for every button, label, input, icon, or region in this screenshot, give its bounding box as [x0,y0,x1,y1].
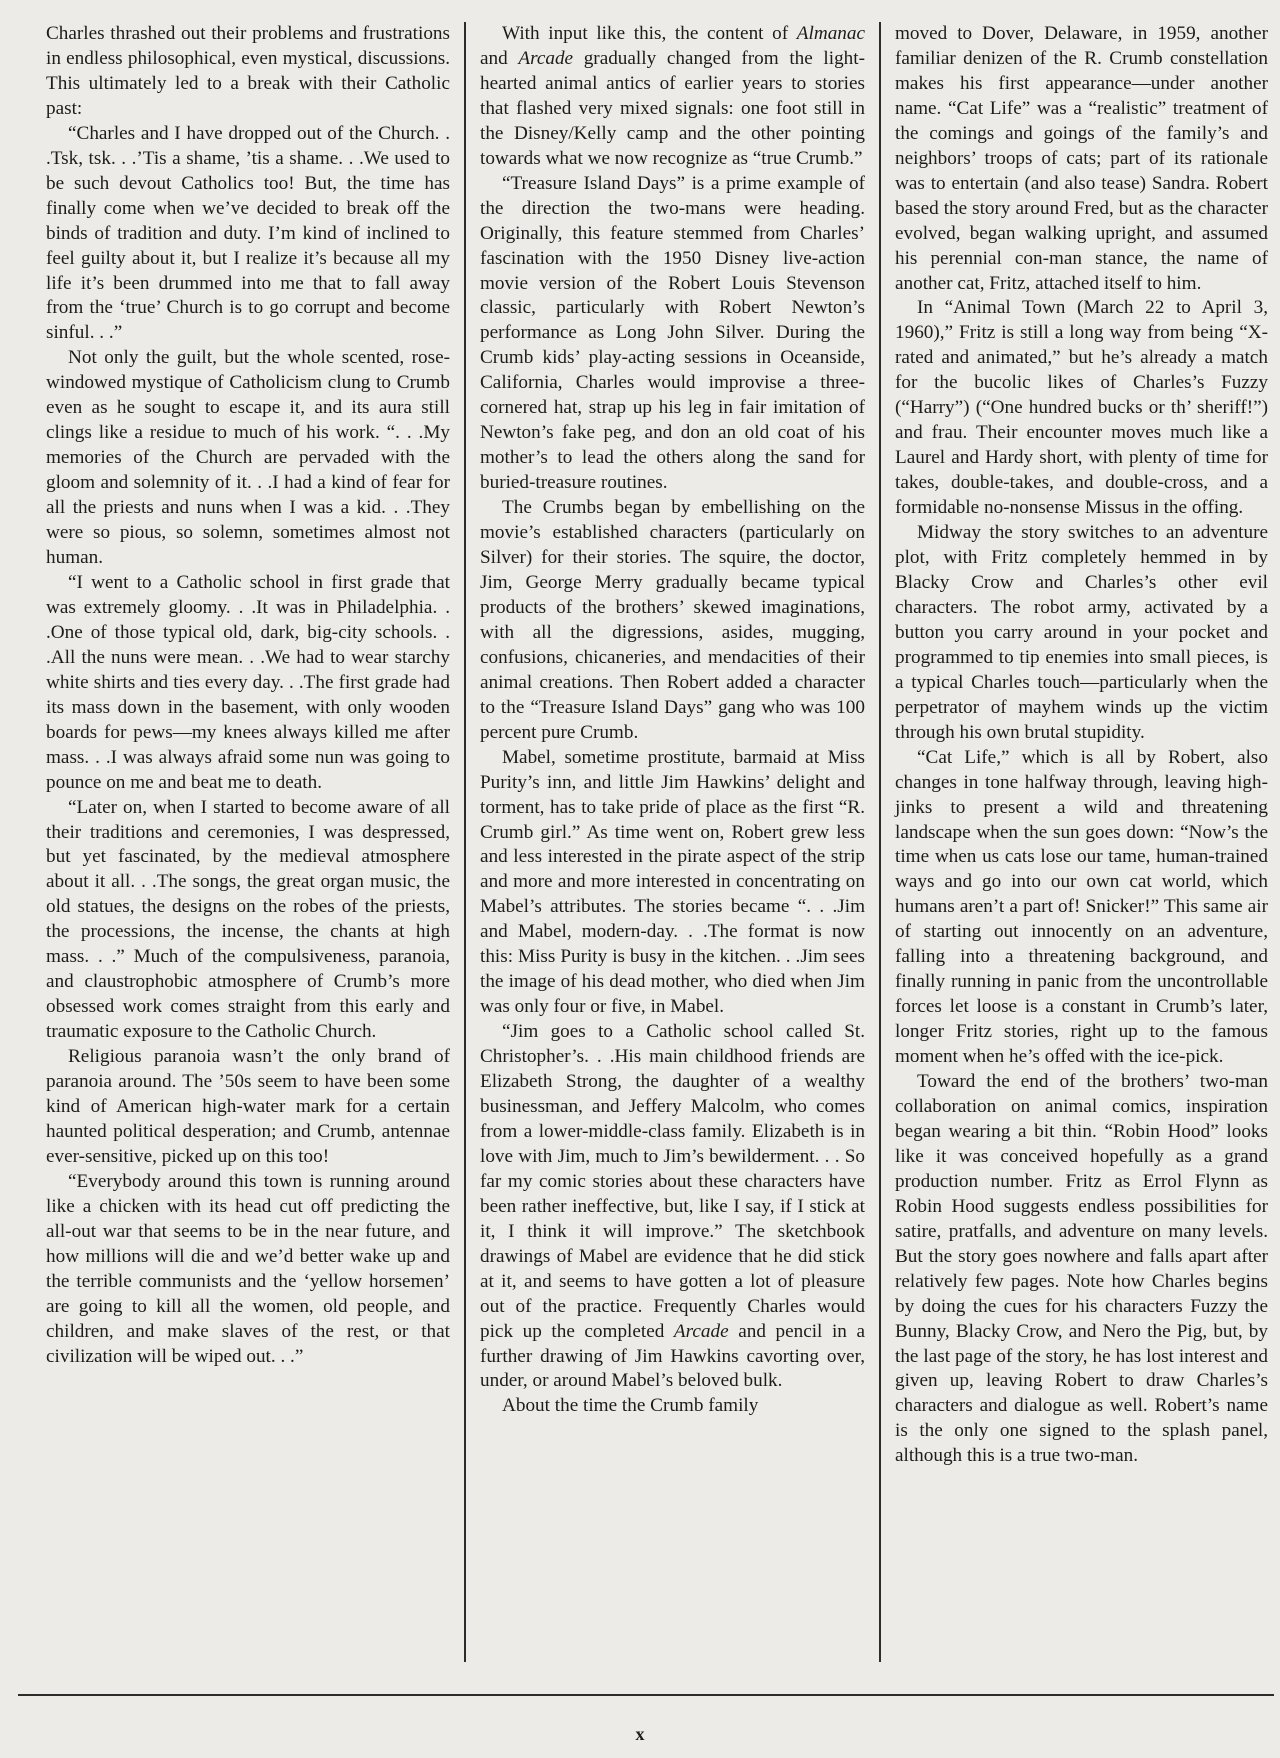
paragraph: The Crumbs began by embellishing on the movie’s established characters (particularly on Silver) for their stories. The squire, the doctor, Jim, George Merry gradually became typical products of the brothers’ skewed imaginations, with all the digressions, asides, mugging, confusions, chicaneries, and mendacities of their animal creations. Then Robert added a character to the “Treasure Island Days” gang who was 100 percent pure Crumb. [480,497,865,743]
column-3 [881,22,1272,1662]
paragraph: “Treasure Island Days” is a prime example of the direction the two-mans were heading. Originally, this feature stemmed from Charles’ fascination with the 1950 Disney live-action movie version of the Robert Louis Stevenson classic, particularly with Robert Newton’s performance as Long John Silver. During the Crumb kids’ play-acting sessions in Oceanside, California, Charles would improvise a three-cornered hat, strap up his leg in fair imitation of Newton’s fake peg, and don an old coat of his mother’s to lead the others along the sand for buried-treasure routines. [480,172,865,494]
paragraph: Toward the end of the brothers’ two-man collaboration on animal comics, inspiration began wearing a bit thin. “Robin Hood” looks like it was conceived hopefully as a grand production number. Fritz as Errol Flynn as Robin Hood suggests endless possibilities for satire, pratfalls, and adventure on many levels. But the story goes nowhere and falls apart after relatively few pages. Note how Charles begins by doing the cues for his characters Fuzzy the Bunny, Blacky Crow, and Nero the Pig, but, by the last page of the story, he has lost interest and given up, leaving Robert to draw Charles’s characters and dialogue as well. Robert’s name is the only one signed to the splash panel, although this is a true two-man. [895,1071,1268,1467]
paragraph: In “Animal Town (March 22 to April 3, 1960),” Fritz is still a long way from being “X-rated and animated,” but he’s already a match for the bucolic likes of Charles’s Fuzzy (“Harry”) (“One hundred bucks or th’ sheriff!”) and frau. Their encounter moves much like a Laurel and Hardy short, with plenty of time for takes, double-takes, and double-cross, and a formidable no-nonsense Missus in the offing. [895,297,1268,519]
title-arcade: Arcade [518,47,574,69]
three-column-text [32,22,1272,1662]
paragraph: “Charles and I have dropped out of the Church. . .Tsk, tsk. . .’Tis a shame, ’tis a shame. . .We used to be such devout Catholics too! But, the time has finally come when we’ve decided to break off the binds of tradition and duty. I’m kind of inclined to feel guilty about it, but I realize it’s because all my life it’s been drummed into me that to fall away from the ‘true’ Church is to go corrupt and become sinful. . .” [46,122,450,344]
paragraph: Not only the guilt, but the whole scented, rose-windowed mystique of Catholicism clung to Crumb even as he sought to escape it, and its aura still clings like a residue to much of his work. “. . .My memories of the Church are pervaded with the gloom and solemnity of it. . .I had a kind of fear for all the priests and nuns when I was a kid. . .They were so pious, so solemn, sometimes almost not human. [46,347,450,569]
paragraph: moved to Dover, Delaware, in 1959, another familiar denizen of the R. Crumb constellation makes his first appearance—under another name. “Cat Life” was a “realistic” treatment of the comings and goings of the family’s and neighbors’ troops of cats; part of its rationale was to entertain (and also tease) Sandra. Robert based the story around Fred, but as the character evolved, began walking upright, and assumed his perennial con-man stance, the name of another cat, Fritz, attached itself to him. [895,23,1268,294]
paragraph: With input like this, the content of Almanac and Arcade gradually changed from the light-hearted animal antics of earlier years to stories that flashed very mixed signals: one foot still in the Disney/Kelly camp and the other pointing towards what we now recognize as “true Crumb.” [480,23,865,169]
paragraph: “Everybody around this town is running around like a chicken with its head cut off predicting the all-out war that seems to be in the near future, and how millions will die and we’d better wake up and the terrible communists and the ‘yellow horsemen’ are going to kill all the women, old people, and children, and make slaves of the rest, or that civilization will be wiped out. . .” [46,1170,450,1367]
paragraph: “I went to a Catholic school in first grade that was extremely gloomy. . .It was in Philadelphia. . .One of those typical old, dark, big-city schools. . .All the nuns were mean. . .We had to wear starchy white shirts and ties every day. . .The first grade had its mass down in the basement, with only wooden boards for pews—my knees always killed me after mass. . .I was always afraid some nun was going to pounce on me and beat me to death. [46,571,450,793]
paragraph: “Jim goes to a Catholic school called St. Christopher’s. . .His main childhood friends are Elizabeth Strong, the daughter of a wealthy businessman, and Jeffery Malcolm, who comes from a lower-middle-class family. Elizabeth is in love with Jim, much to Jim’s bewilderment. . . So far my comic stories about these characters have been rather ineffective, but, like I say, if I stick at it, I think it will improve.” The sketchbook drawings of Mabel are evidence that he did stick at it, and seems to have gotten a lot of pleasure out of the practice. Frequently Charles would pick up the completed Arcade and pencil in a further drawing of Jim Hawkins cavorting over, under, or around Mabel’s beloved bulk. [480,1021,865,1392]
column-2 [466,22,881,1662]
title-arcade: Arcade [673,1320,729,1342]
page-number: x [635,1724,645,1744]
paragraph: Midway the story switches to an adventure plot, with Fritz completely hemmed in by Blacky Crow and Charles’s other evil characters. The robot army, activated by a button you carry around in your pocket and programmed to tip enemies into small pieces, is a typical Charles touch—particularly when the perpetrator of mayhem winds up the victim through his own brutal stupidity. [895,522,1268,743]
paragraph: Religious paranoia wasn’t the only brand of paranoia around. The ’50s seem to have been some kind of American high-water mark for a certain haunted political desperation; and Crumb, antennae ever-sensitive, picked up on this too! [46,1046,450,1167]
paragraph: Charles thrashed out their problems and frustrations in endless philosophical, even mystical, discussions. This ultimately led to a break with their Catholic past: [46,23,450,119]
paragraph: “Cat Life,” which is all by Robert, also changes in tone halfway through, leaving high-jinks to present a wild and threatening landscape when the sun goes down: “Now’s the time when us cats lose our tame, human-trained ways and go into our own cat world, which humans aren’t a part of! Snicker!” This same air of starting out innocently on an adventure, falling into a threatening background, and finally running in panic from the uncontrollable forces let loose is a constant in Crumb’s later, longer Fritz stories, right up to the famous moment when he’s offed with the ice-pick. [895,746,1268,1068]
paragraph: About the time the Crumb family [502,1395,759,1417]
paragraph: Mabel, sometime prostitute, barmaid at Miss Purity’s inn, and little Jim Hawkins’ delight and torment, has to take pride of place as the first “R. Crumb girl.” As time went on, Robert grew less and less interested in the pirate aspect of the strip and more and more interested in concentrating on Mabel’s attributes. The stories became “. . .Jim and Mabel, modern-day. . .The format is now this: Miss Purity is busy in the kitchen. . .Jim sees the image of his dead mother, who died when Jim was only four or five, in Mabel. [480,746,865,1018]
column-1 [32,22,466,1662]
title-almanac: Almanac [796,23,865,44]
paragraph: “Later on, when I started to become aware of all their traditions and ceremonies, I was despressed, but yet fascinated, by the medieval atmosphere about it all. . .The songs, the great organ music, the old statues, the designs on the robes of the priests, the processions, the incense, the chants at high mass. . .” Much of the compulsiveness, paranoia, and claustrophobic atmosphere of Crumb’s more obsessed work comes straight from this early and traumatic exposure to the Catholic Church. [46,796,450,1043]
footer-rule [18,1694,1274,1696]
